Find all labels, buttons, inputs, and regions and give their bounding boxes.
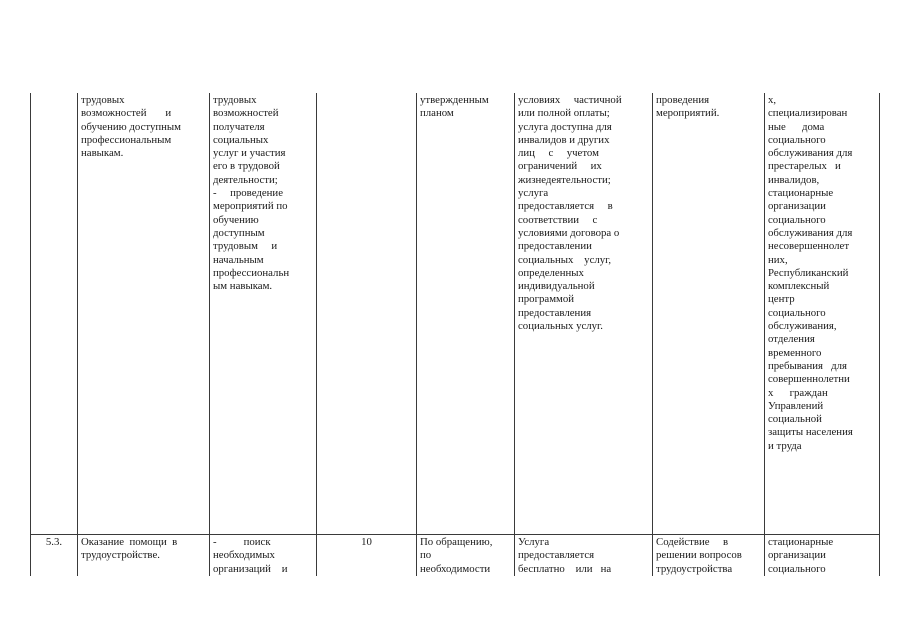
cell-number: [31, 93, 78, 535]
cell-term: По обращению, по необходимости: [417, 535, 515, 576]
cell-conditions: условиях частичной или полной оплаты; услуга доступна для инвалидов и других лиц с учетом ограничений их жизнедеятельности; услуга предоставляется в соответствии с условиями договора о предоставлении социальных услуг, определенных индивидуальной программой предоставления социальных услуг.: [515, 93, 653, 535]
cell-conditions: Услуга предоставляется бесплатно или на: [515, 535, 653, 576]
cell-number: 5.3.: [31, 535, 78, 576]
cell-result: Содействие в решении вопросов трудоустройства: [653, 535, 765, 576]
services-table: [30, 93, 880, 576]
cell-service-name: трудовых возможностей и обучению доступным профессиональным навыкам.: [78, 93, 210, 535]
cell-norm: [317, 93, 417, 535]
cell-service-name: Оказание помощи в трудоустройстве.: [78, 535, 210, 576]
cell-result: проведения мероприятий.: [653, 93, 765, 535]
table-row: [31, 93, 880, 535]
cell-term: утвержденным планом: [417, 93, 515, 535]
cell-providers: стационарные организации социального: [765, 535, 880, 576]
cell-service-content: трудовых возможностей получателя социальных услуг и участия его в трудовой деятельности; - проведение мероприятий по обучению доступным трудовым и начальным профессиональн ым навыкам.: [210, 93, 317, 535]
cell-providers: х, специализирован ные дома социального обслуживания для престарелых и инвалидов, стационарные организации социального обслуживания для несовершеннолет них, Республиканский комплексный центр социального обслуживания, отделения временного пребывания для совершеннолетни х граждан Управлений социальной защиты населения и труда: [765, 93, 880, 535]
cell-service-content: - поиск необходимых организаций и: [210, 535, 317, 576]
cell-norm: 10: [317, 535, 417, 576]
table-row: [31, 535, 880, 576]
